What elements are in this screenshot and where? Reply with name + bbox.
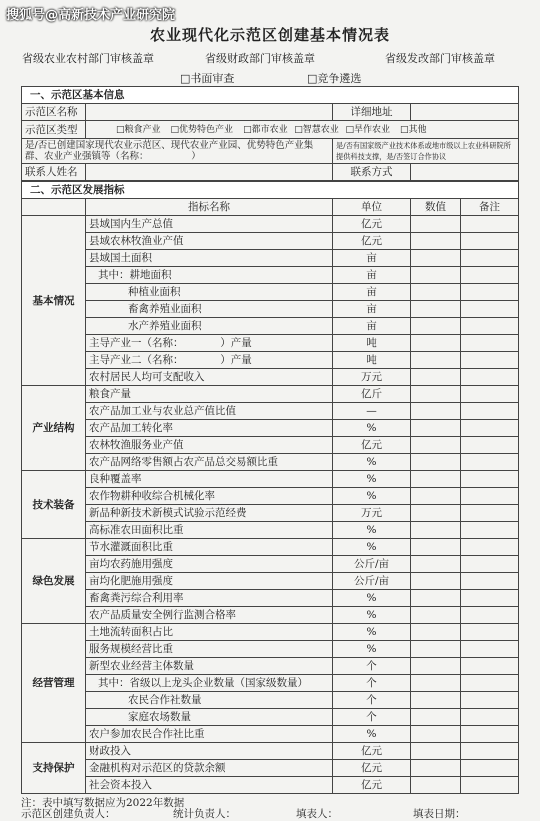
indicator-remark-field[interactable] <box>461 471 519 488</box>
indicator-remark-field[interactable] <box>461 335 519 352</box>
indicator-unit: 个 <box>333 709 411 726</box>
indicator-name: 农户参加农民合作社比重 <box>86 726 333 743</box>
indicator-unit: 亿元 <box>333 233 411 250</box>
indicator-name: 畜禽养殖业面积 <box>86 301 333 318</box>
indicator-remark-field[interactable] <box>461 692 519 709</box>
indicator-remark-field[interactable] <box>461 352 519 369</box>
contact-method-field[interactable] <box>411 164 519 181</box>
indicator-name: 农村居民人均可支配收入 <box>86 369 333 386</box>
name-field[interactable] <box>86 104 333 121</box>
indicator-remark-field[interactable] <box>461 590 519 607</box>
indicator-unit: % <box>333 624 411 641</box>
indicator-unit: 亿斤 <box>333 386 411 403</box>
indicator-value-field[interactable] <box>411 420 461 437</box>
category-cell: 基本情况 <box>22 216 86 386</box>
indicator-value-field[interactable] <box>411 505 461 522</box>
indicator-value-field[interactable] <box>411 471 461 488</box>
indicator-value-field[interactable] <box>411 692 461 709</box>
indicator-value-field[interactable] <box>411 760 461 777</box>
indicator-name: 种植业面积 <box>86 284 333 301</box>
indicator-remark-field[interactable] <box>461 488 519 505</box>
indicator-remark-field[interactable] <box>461 573 519 590</box>
section2-heading: 二、示范区发展指标 <box>22 182 519 199</box>
table-row <box>22 539 519 556</box>
indicator-name: 土地流转面积占比 <box>86 624 333 641</box>
indicator-remark-field[interactable] <box>461 760 519 777</box>
section1-heading: 一、示范区基本信息 <box>22 87 519 104</box>
indicator-value-field[interactable] <box>411 403 461 420</box>
question-existing-demo: 是/否已创建国家现代农业示范区、现代农业产业园、优势特色产业集群、农业产业强镇等（名称： ） <box>22 139 333 164</box>
category-cell: 技术装备 <box>22 471 86 539</box>
watermark: 搜狐号@高新技术产业研究院 <box>6 8 176 23</box>
indicator-name: 主导产业二（名称： ）产量 <box>86 352 333 369</box>
indicator-value-field[interactable] <box>411 743 461 760</box>
table-row <box>22 335 519 352</box>
indicator-remark-field[interactable] <box>461 301 519 318</box>
page-title: 农业现代化示范区创建基本情况表 <box>149 26 390 44</box>
header-value: 数值 <box>411 199 461 216</box>
indicator-remark-field[interactable] <box>461 284 519 301</box>
address-label: 详细地址 <box>333 104 411 121</box>
table-row <box>22 233 519 250</box>
indicator-value-field[interactable] <box>411 318 461 335</box>
type-other[interactable]: □其他 <box>400 125 427 135</box>
indicator-value-field[interactable] <box>411 488 461 505</box>
indicator-remark-field[interactable] <box>461 777 519 794</box>
footnote: 注：表中填写数据应为2022年数据 <box>21 797 185 809</box>
table-row <box>22 726 519 743</box>
indicator-value-field[interactable] <box>411 335 461 352</box>
table-row <box>22 471 519 488</box>
indicator-value-field[interactable] <box>411 539 461 556</box>
indicator-name: 农林牧渔服务业产值 <box>86 437 333 454</box>
contact-label: 联系人姓名 <box>22 164 86 181</box>
indicator-name: 县域国土面积 <box>86 250 333 267</box>
indicator-remark-field[interactable] <box>461 267 519 284</box>
indicator-name: 水产养殖业面积 <box>86 318 333 335</box>
indicator-unit: % <box>333 420 411 437</box>
indicator-value-field[interactable] <box>411 386 461 403</box>
indicator-remark-field[interactable] <box>461 709 519 726</box>
signer-head: 示范区创建负责人： <box>21 808 116 820</box>
table-row <box>22 505 519 522</box>
type-urban[interactable]: □都市农业 <box>243 125 288 135</box>
header-category <box>22 199 86 216</box>
indicator-value-field[interactable] <box>411 369 461 386</box>
indicator-remark-field[interactable] <box>461 607 519 624</box>
indicator-value-field[interactable] <box>411 284 461 301</box>
indicator-value-field[interactable] <box>411 573 461 590</box>
table-row <box>22 352 519 369</box>
indicator-unit: % <box>333 726 411 743</box>
indicator-value-field[interactable] <box>411 437 461 454</box>
table-row <box>22 607 519 624</box>
indicator-remark-field[interactable] <box>461 556 519 573</box>
indicator-unit: 亿元 <box>333 437 411 454</box>
indicator-unit: 公斤/亩 <box>333 556 411 573</box>
indicator-name: 家庭农场数量 <box>86 709 333 726</box>
table-row <box>22 692 519 709</box>
indicator-remark-field[interactable] <box>461 216 519 233</box>
indicator-remark-field[interactable] <box>461 454 519 471</box>
indicator-unit: 个 <box>333 658 411 675</box>
indicator-unit: % <box>333 454 411 471</box>
indicator-unit: % <box>333 607 411 624</box>
indicator-unit: 吨 <box>333 352 411 369</box>
category-cell: 产业结构 <box>22 386 86 471</box>
indicator-value-field[interactable] <box>411 556 461 573</box>
indicator-remark-field[interactable] <box>461 318 519 335</box>
indicator-remark-field[interactable] <box>461 641 519 658</box>
indicator-name: 主导产业一（名称： ）产量 <box>86 335 333 352</box>
indicator-unit: 亩 <box>333 267 411 284</box>
indicator-remark-field[interactable] <box>461 420 519 437</box>
type-label: 示范区类型 <box>22 121 86 139</box>
indicator-name: 新品种新技术新模式试验示范经费 <box>86 505 333 522</box>
table-row <box>22 675 519 692</box>
indicator-unit: 吨 <box>333 335 411 352</box>
indicator-name: 其中：省级以上龙头企业数量（国家级数量） <box>86 675 333 692</box>
stamp-finance: 省级财政部门审核盖章 <box>205 52 315 65</box>
form-sheet <box>21 86 518 794</box>
indicator-remark-field[interactable] <box>461 624 519 641</box>
table-row <box>22 658 519 675</box>
table-row <box>22 777 519 794</box>
indicator-name: 服务规模经营比重 <box>86 641 333 658</box>
indicator-value-field[interactable] <box>411 777 461 794</box>
indicator-unit: % <box>333 590 411 607</box>
indicator-name: 县域国内生产总值 <box>86 216 333 233</box>
type-grain[interactable]: □粮食产业 <box>116 125 161 135</box>
indicator-name: 其中：耕地面积 <box>86 267 333 284</box>
indicator-unit: 万元 <box>333 505 411 522</box>
indicator-value-field[interactable] <box>411 641 461 658</box>
indicator-remark-field[interactable] <box>461 726 519 743</box>
indicator-value-field[interactable] <box>411 267 461 284</box>
table-row <box>22 641 519 658</box>
indicator-remark-field[interactable] <box>461 658 519 675</box>
category-cell: 经营管理 <box>22 624 86 743</box>
header-unit: 单位 <box>333 199 411 216</box>
indicator-value-field[interactable] <box>411 522 461 539</box>
table-row <box>22 437 519 454</box>
indicator-value-field[interactable] <box>411 607 461 624</box>
indicator-value-field[interactable] <box>411 590 461 607</box>
indicator-name: 社会资本投入 <box>86 777 333 794</box>
indicator-value-field[interactable] <box>411 454 461 471</box>
indicator-unit: % <box>333 522 411 539</box>
table-row <box>22 216 519 233</box>
indicator-value-field[interactable] <box>411 658 461 675</box>
indicator-unit: 个 <box>333 692 411 709</box>
indicator-name: 高标准农田面积比重 <box>86 522 333 539</box>
indicator-name: 金融机构对示范区的贷款余额 <box>86 760 333 777</box>
table-row <box>22 386 519 403</box>
table-row <box>22 590 519 607</box>
indicator-value-field[interactable] <box>411 301 461 318</box>
type-dryland[interactable]: □旱作农业 <box>345 125 390 135</box>
indicator-name: 农产品加工转化率 <box>86 420 333 437</box>
name-label: 示范区名称 <box>22 104 86 121</box>
contact-field[interactable] <box>86 164 333 181</box>
indicator-unit: % <box>333 641 411 658</box>
indicator-unit: 万元 <box>333 369 411 386</box>
indicator-remark-field[interactable] <box>461 505 519 522</box>
table-row <box>22 267 519 284</box>
basic-info-table <box>21 86 519 181</box>
address-field[interactable] <box>411 104 519 121</box>
indicator-remark-field[interactable] <box>461 403 519 420</box>
indicator-name: 农作物耕种收综合机械化率 <box>86 488 333 505</box>
indicator-name: 节水灌溉面积比重 <box>86 539 333 556</box>
indicator-remark-field[interactable] <box>461 743 519 760</box>
indicator-name: 县域农林牧渔业产值 <box>86 233 333 250</box>
header-remark: 备注 <box>461 199 519 216</box>
indicator-name: 粮食产量 <box>86 386 333 403</box>
table-row <box>22 250 519 267</box>
indicator-value-field[interactable] <box>411 726 461 743</box>
table-row <box>22 488 519 505</box>
indicator-name: 畜禽粪污综合利用率 <box>86 590 333 607</box>
indicator-name: 财政投入 <box>86 743 333 760</box>
table-row <box>22 403 519 420</box>
indicator-name: 农民合作社数量 <box>86 692 333 709</box>
indicator-name: 亩均化肥施用强度 <box>86 573 333 590</box>
indicator-remark-field[interactable] <box>461 437 519 454</box>
indicator-remark-field[interactable] <box>461 675 519 692</box>
indicator-remark-field[interactable] <box>461 386 519 403</box>
type-options <box>86 121 519 139</box>
indicator-unit: % <box>333 471 411 488</box>
table-row <box>22 318 519 335</box>
indicator-remark-field[interactable] <box>461 250 519 267</box>
indicator-table <box>21 181 519 794</box>
table-row <box>22 454 519 471</box>
indicator-value-field[interactable] <box>411 216 461 233</box>
signer-stats: 统计负责人： <box>173 808 236 820</box>
indicator-remark-field[interactable] <box>461 369 519 386</box>
stamp-agriculture: 省级农业农村部门审核盖章 <box>22 52 154 65</box>
indicator-unit: 亩 <box>333 301 411 318</box>
type-smart[interactable]: □智慧农业 <box>294 125 339 135</box>
indicator-unit: 个 <box>333 675 411 692</box>
indicator-value-field[interactable] <box>411 233 461 250</box>
indicator-remark-field[interactable] <box>461 539 519 556</box>
table-row <box>22 522 519 539</box>
table-row <box>22 420 519 437</box>
table-row <box>22 760 519 777</box>
indicator-unit: % <box>333 488 411 505</box>
indicator-unit: — <box>333 403 411 420</box>
review-written[interactable]: □书面审查 <box>180 72 235 85</box>
question-tech-support: 是/否有国家级产业技术体系或地市级以上农业科研院所提供科技支撑，是/否签订合作协议 <box>333 139 519 164</box>
review-competitive[interactable]: □竞争遴选 <box>307 72 362 85</box>
table-row <box>22 624 519 641</box>
table-row <box>22 301 519 318</box>
indicator-unit: 公斤/亩 <box>333 573 411 590</box>
indicator-remark-field[interactable] <box>461 522 519 539</box>
table-row <box>22 709 519 726</box>
indicator-unit: 亩 <box>333 250 411 267</box>
stamp-development: 省级发改部门审核盖章 <box>385 52 495 65</box>
indicator-name: 新型农业经营主体数量 <box>86 658 333 675</box>
indicator-unit: 亿元 <box>333 216 411 233</box>
indicator-name: 良种覆盖率 <box>86 471 333 488</box>
indicator-name: 亩均农药施用强度 <box>86 556 333 573</box>
category-cell: 绿色发展 <box>22 539 86 624</box>
indicator-unit: 亿元 <box>333 743 411 760</box>
indicator-value-field[interactable] <box>411 675 461 692</box>
table-row <box>22 556 519 573</box>
indicator-value-field[interactable] <box>411 709 461 726</box>
indicator-remark-field[interactable] <box>461 233 519 250</box>
table-row <box>22 743 519 760</box>
indicator-name: 农产品质量安全例行监测合格率 <box>86 607 333 624</box>
indicator-unit: % <box>333 539 411 556</box>
signer-date: 填表日期： <box>413 808 466 820</box>
category-cell: 支持保护 <box>22 743 86 794</box>
indicator-unit: 亿元 <box>333 777 411 794</box>
table-row <box>22 573 519 590</box>
indicator-unit: 亩 <box>333 284 411 301</box>
table-row <box>22 369 519 386</box>
header-indicator-name: 指标名称 <box>86 199 333 216</box>
type-specialty[interactable]: □优势特色产业 <box>170 125 234 135</box>
indicator-value-field[interactable] <box>411 352 461 369</box>
table-row <box>22 284 519 301</box>
signer-filler: 填表人： <box>296 808 338 820</box>
indicator-name: 农产品网络零售额占农产品总交易额比重 <box>86 454 333 471</box>
indicator-unit: 亩 <box>333 318 411 335</box>
contact-method-label: 联系方式 <box>333 164 411 181</box>
indicator-value-field[interactable] <box>411 250 461 267</box>
indicator-value-field[interactable] <box>411 624 461 641</box>
indicator-unit: 亿元 <box>333 760 411 777</box>
indicator-name: 农产品加工业与农业总产值比值 <box>86 403 333 420</box>
